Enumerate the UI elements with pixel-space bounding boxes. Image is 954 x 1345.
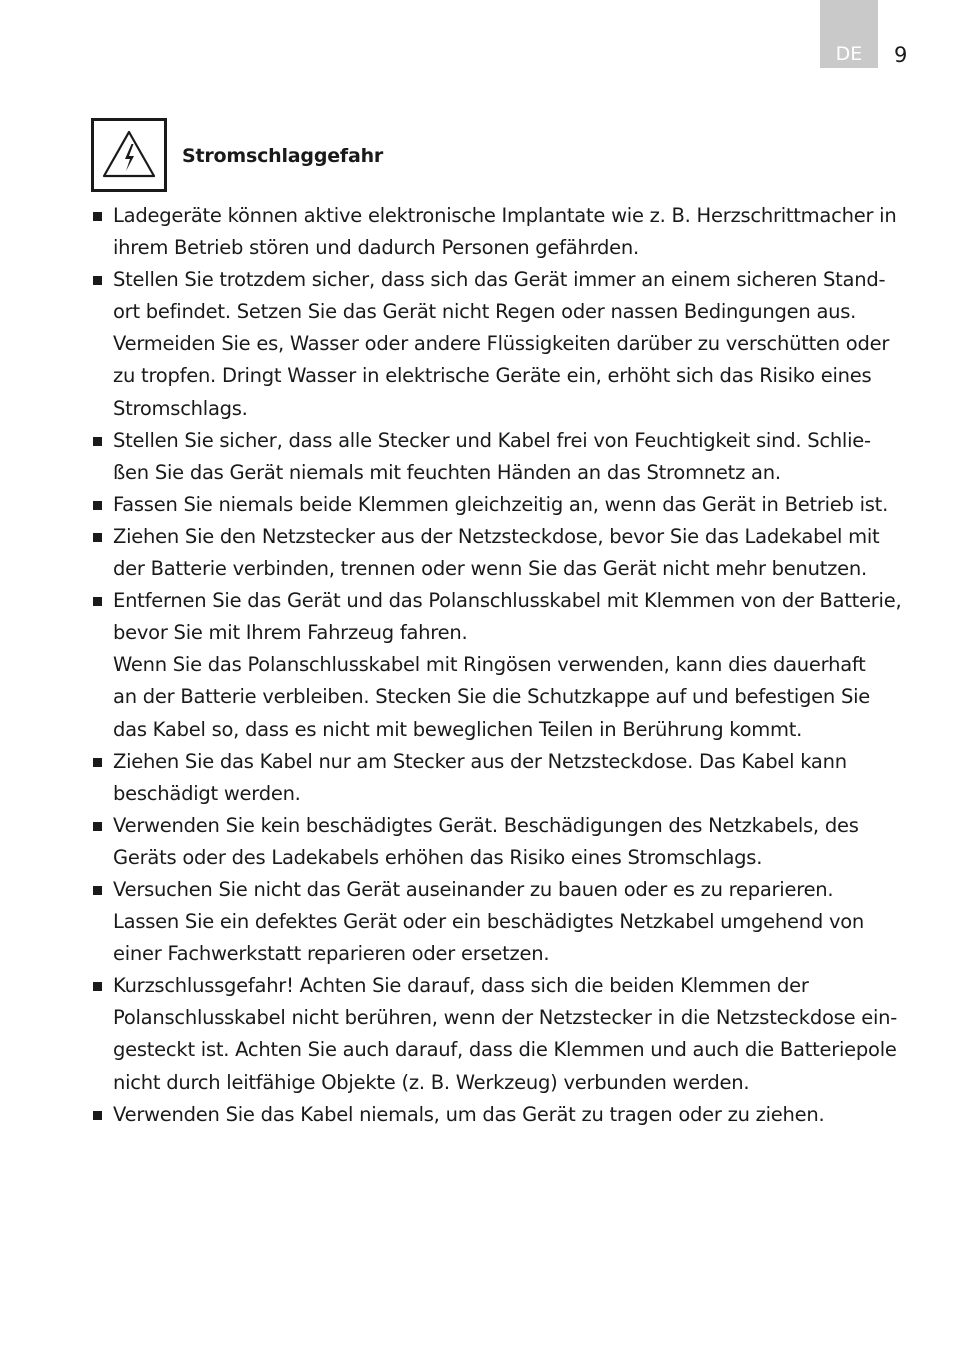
list-item-text-line: an der Batterie verbleiben. Stecken Sie die Schutzkappe auf und befestigen Sie — [113, 685, 871, 709]
list-item-text-line: bevor Sie mit Ihrem Fahrzeug fahren. — [113, 621, 468, 645]
bullet-square-icon — [93, 437, 102, 446]
list-item-text-line: Stromschlags. — [113, 396, 248, 420]
list-item-text-line: zu tropfen. Dringt Wasser in elektrische Geräte ein, erhöht sich das Risiko eines — [113, 364, 872, 388]
bullet-square-icon — [93, 822, 102, 831]
bullet-square-icon — [93, 758, 102, 767]
list-item — [90, 585, 912, 745]
list-item-text-line: Ziehen Sie den Netzstecker aus der Netzsteckdose, bevor Sie das Ladekabel mit — [113, 524, 880, 548]
list-item-text-line: Stellen Sie sicher, dass alle Stecker und Kabel frei von Feuchtigkeit sind. Schlie- — [113, 428, 871, 452]
list-item-text-line: nicht durch leitfähige Objekte (z. B. Werkzeug) verbunden werden. — [113, 1070, 750, 1094]
list-item-text-line: Entfernen Sie das Gerät und das Polanschlusskabel mit Klemmen von der Batterie, — [113, 589, 902, 613]
bullet-square-icon — [93, 276, 102, 285]
language-label: DE — [835, 43, 863, 65]
section-title: Stromschlaggefahr — [182, 145, 384, 167]
list-item — [90, 200, 912, 264]
bullet-square-icon — [93, 982, 102, 991]
list-item — [90, 874, 912, 970]
list-item-text-line: Ziehen Sie das Kabel nur am Stecker aus der Netzsteckdose. Das Kabel kann — [113, 749, 847, 773]
list-item-text-line: das Kabel so, dass es nicht mit beweglichen Teilen in Berührung kommt. — [113, 717, 803, 741]
bullet-square-icon — [93, 1111, 102, 1120]
list-item-text-line: Lassen Sie ein defektes Gerät oder ein beschädigtes Netzkabel umgehend von — [113, 910, 865, 934]
list-item-text-line: ort befindet. Setzen Sie das Gerät nicht Regen oder nassen Bedingungen aus. — [113, 300, 857, 324]
page-number: 9 — [894, 43, 908, 67]
list-item-text-line: Ladegeräte können aktive elektronische Implantate wie z. B. Herzschrittmacher in — [113, 204, 897, 227]
list-item-text-line: Vermeiden Sie es, Wasser oder andere Flüssigkeiten darüber zu verschütten oder — [113, 332, 890, 356]
list-item-text-line: ihrem Betrieb stören und dadurch Personen gefährden. — [113, 236, 639, 260]
list-item — [90, 489, 912, 521]
list-item-text-line: Geräts oder des Ladekabels erhöhen das Risiko eines Stromschlags. — [113, 845, 763, 869]
list-item-text-line: einer Fachwerkstatt reparieren oder ersetzen. — [113, 942, 550, 966]
list-item-text-line: Kurzschlussgefahr! Achten Sie darauf, dass sich die beiden Klemmen der — [113, 974, 809, 998]
list-item-text-line: Stellen Sie trotzdem sicher, dass sich das Gerät immer an einem sicheren Stand- — [113, 268, 886, 292]
list-item-text-line: beschädigt werden. — [113, 781, 301, 805]
bullet-square-icon — [93, 212, 102, 221]
list-item — [90, 1099, 912, 1131]
list-item-text-line: gesteckt ist. Achten Sie auch darauf, dass die Klemmen und auch die Batteriepole — [113, 1038, 897, 1062]
list-item-text-line: Wenn Sie das Polanschlusskabel mit Ringösen verwenden, kann dies dauerhaft — [113, 653, 866, 677]
bullet-square-icon — [93, 533, 102, 542]
list-item — [90, 521, 912, 585]
safety-instructions-list — [90, 200, 912, 1131]
list-item-text-line: Verwenden Sie kein beschädigtes Gerät. Beschädigungen des Netzkabels, des — [113, 813, 859, 837]
electric-hazard-icon — [91, 118, 167, 192]
list-item-text-line: der Batterie verbinden, trennen oder wenn Sie das Gerät nicht mehr benutzen. — [113, 557, 867, 581]
list-item-text-line: Fassen Sie niemals beide Klemmen gleichzeitig an, wenn das Gerät in Betrieb ist. — [113, 492, 889, 516]
list-item-text-line: Versuchen Sie nicht das Gerät auseinander zu bauen oder es zu reparieren. — [113, 877, 834, 901]
list-item — [90, 810, 912, 874]
list-item — [90, 264, 912, 424]
list-item-text-line: ßen Sie das Gerät niemals mit feuchten Händen an das Stromnetz an. — [113, 460, 781, 484]
bullet-square-icon — [93, 597, 102, 606]
list-item — [90, 970, 912, 1098]
list-item — [90, 746, 912, 810]
list-item-text-line: Polanschlusskabel nicht berühren, wenn der Netzstecker in die Netzsteckdose ein- — [113, 1006, 898, 1030]
language-tab — [820, 0, 878, 68]
list-item — [90, 425, 912, 489]
bullet-square-icon — [93, 501, 102, 510]
bullet-square-icon — [93, 886, 102, 895]
list-item-text-line: Verwenden Sie das Kabel niemals, um das Gerät zu tragen oder zu ziehen. — [113, 1102, 825, 1126]
